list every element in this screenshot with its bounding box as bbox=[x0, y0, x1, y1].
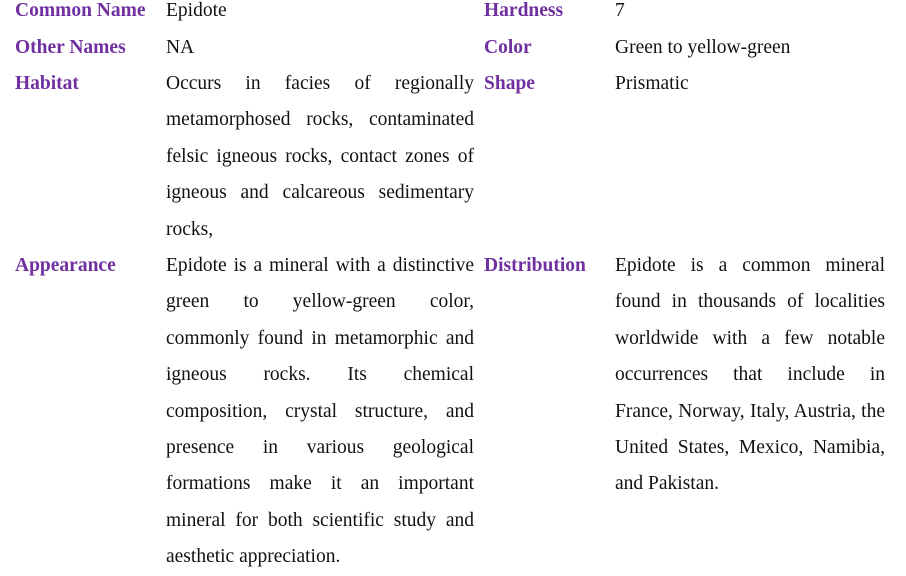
appearance-label: Appearance bbox=[15, 255, 116, 276]
habitat-value: Occurs in facies of regionally metamorphosed rocks, contaminated felsic igneous rocks, contact zones of igneous and calcareous sedimentary rocks, bbox=[166, 73, 474, 240]
distribution-value: Epidote is a common mineral found in thousands of localities worldwide with a few notable occurrences that include in France, Norway, Italy, Austria, the United States, Mexico, Namibia, and Pakistan. bbox=[615, 255, 885, 495]
hardness-label: Hardness bbox=[484, 0, 564, 21]
appearance-value: Epidote is a mineral with a distinctive green to yellow-green color, commonly found in metamorphic and igneous rocks. Its chemical composition, crystal structure, and presence in various geological formations make it an important mineral for both scientific study and aesthetic appreciation. bbox=[166, 255, 474, 568]
hardness-value: 7 bbox=[615, 0, 625, 21]
common-name-label: Common Name bbox=[15, 0, 146, 21]
color-value: Green to yellow-green bbox=[615, 37, 791, 58]
common-name-value: Epidote bbox=[166, 0, 227, 21]
other-names-label: Other Names bbox=[15, 37, 126, 58]
other-names-value: NA bbox=[166, 37, 195, 58]
color-label: Color bbox=[484, 37, 532, 58]
shape-value: Prismatic bbox=[615, 73, 689, 94]
shape-label: Shape bbox=[484, 73, 535, 94]
habitat-label: Habitat bbox=[15, 73, 79, 94]
distribution-label: Distribution bbox=[484, 255, 586, 276]
